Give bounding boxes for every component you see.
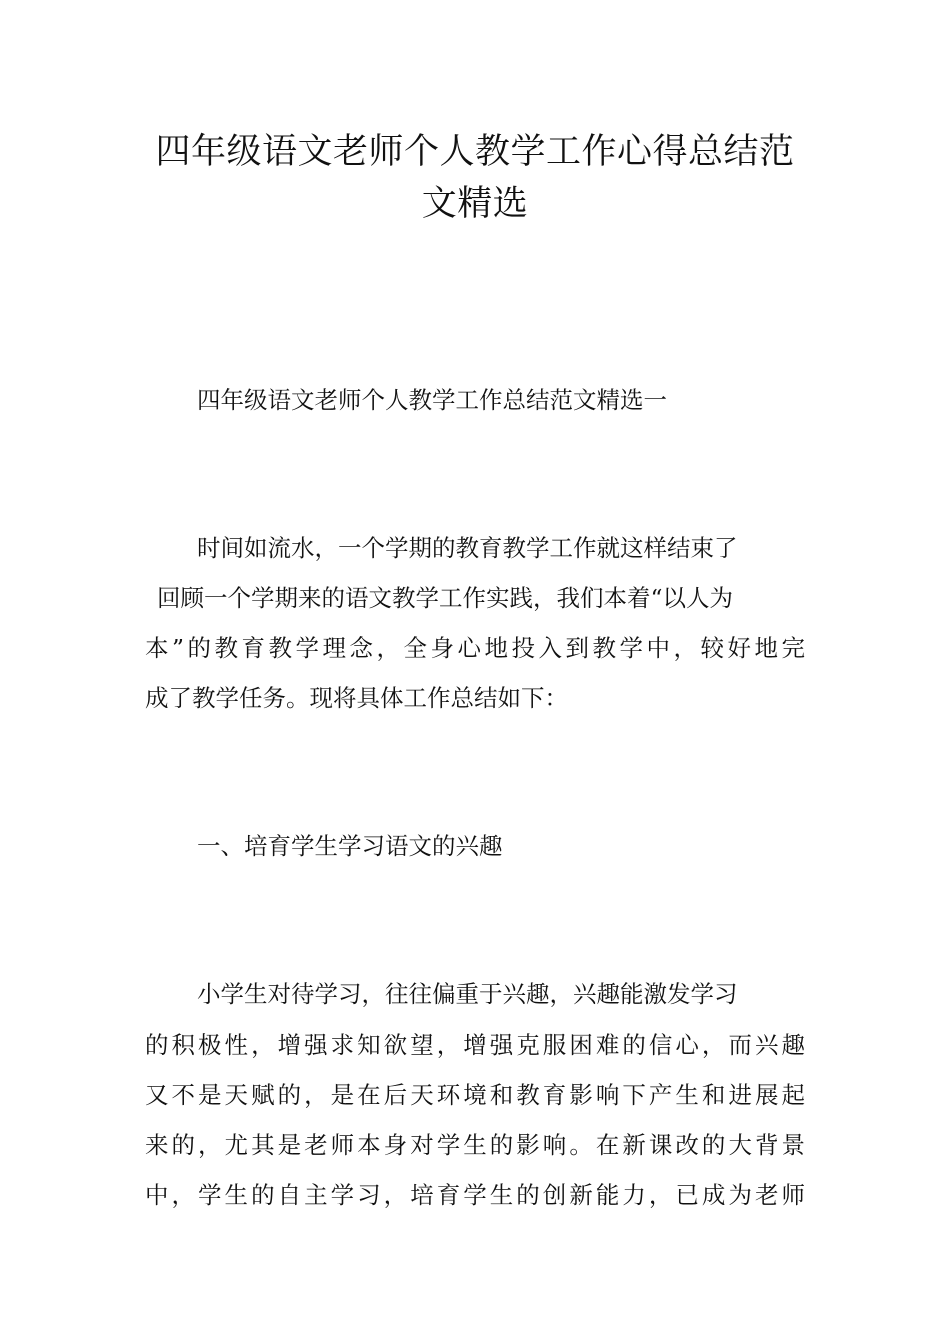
section-heading: 四年级语文老师个人教学工作总结范文精选一: [197, 386, 667, 414]
para1-line-3: 又不是天赋的，是在后天环境和教育影响下产生和进展起: [145, 1081, 805, 1109]
intro-line-1: 时间如流水，一个学期的教育教学工作就这样结束了: [197, 534, 738, 562]
para1-line-5: 中，学生的自主学习，培育学生的创新能力，已成为老师: [145, 1181, 805, 1209]
para1-line-4: 来的，尤其是老师本身对学生的影响。在新课改的大背景: [145, 1131, 805, 1159]
document-title-line-2: 文精选: [421, 184, 529, 224]
para1-line-1: 小学生对待学习，往往偏重于兴趣，兴趣能激发学习: [197, 980, 738, 1008]
para1-line-2: 的积极性，增强求知欲望，增强克服困难的信心，而兴趣: [145, 1031, 805, 1059]
intro-line-3: 本”的教育教学理念，全身心地投入到教学中，较好地完: [145, 634, 805, 662]
subheading-1: 一、培育学生学习语文的兴趣: [197, 832, 503, 860]
document-title-line-1: 四年级语文老师个人教学工作心得总结范: [155, 132, 795, 172]
intro-line-2: 回顾一个学期来的语文教学工作实践，我们本着“以人为: [157, 584, 734, 612]
intro-line-4: 成了教学任务。现将具体工作总结如下：: [145, 684, 568, 712]
